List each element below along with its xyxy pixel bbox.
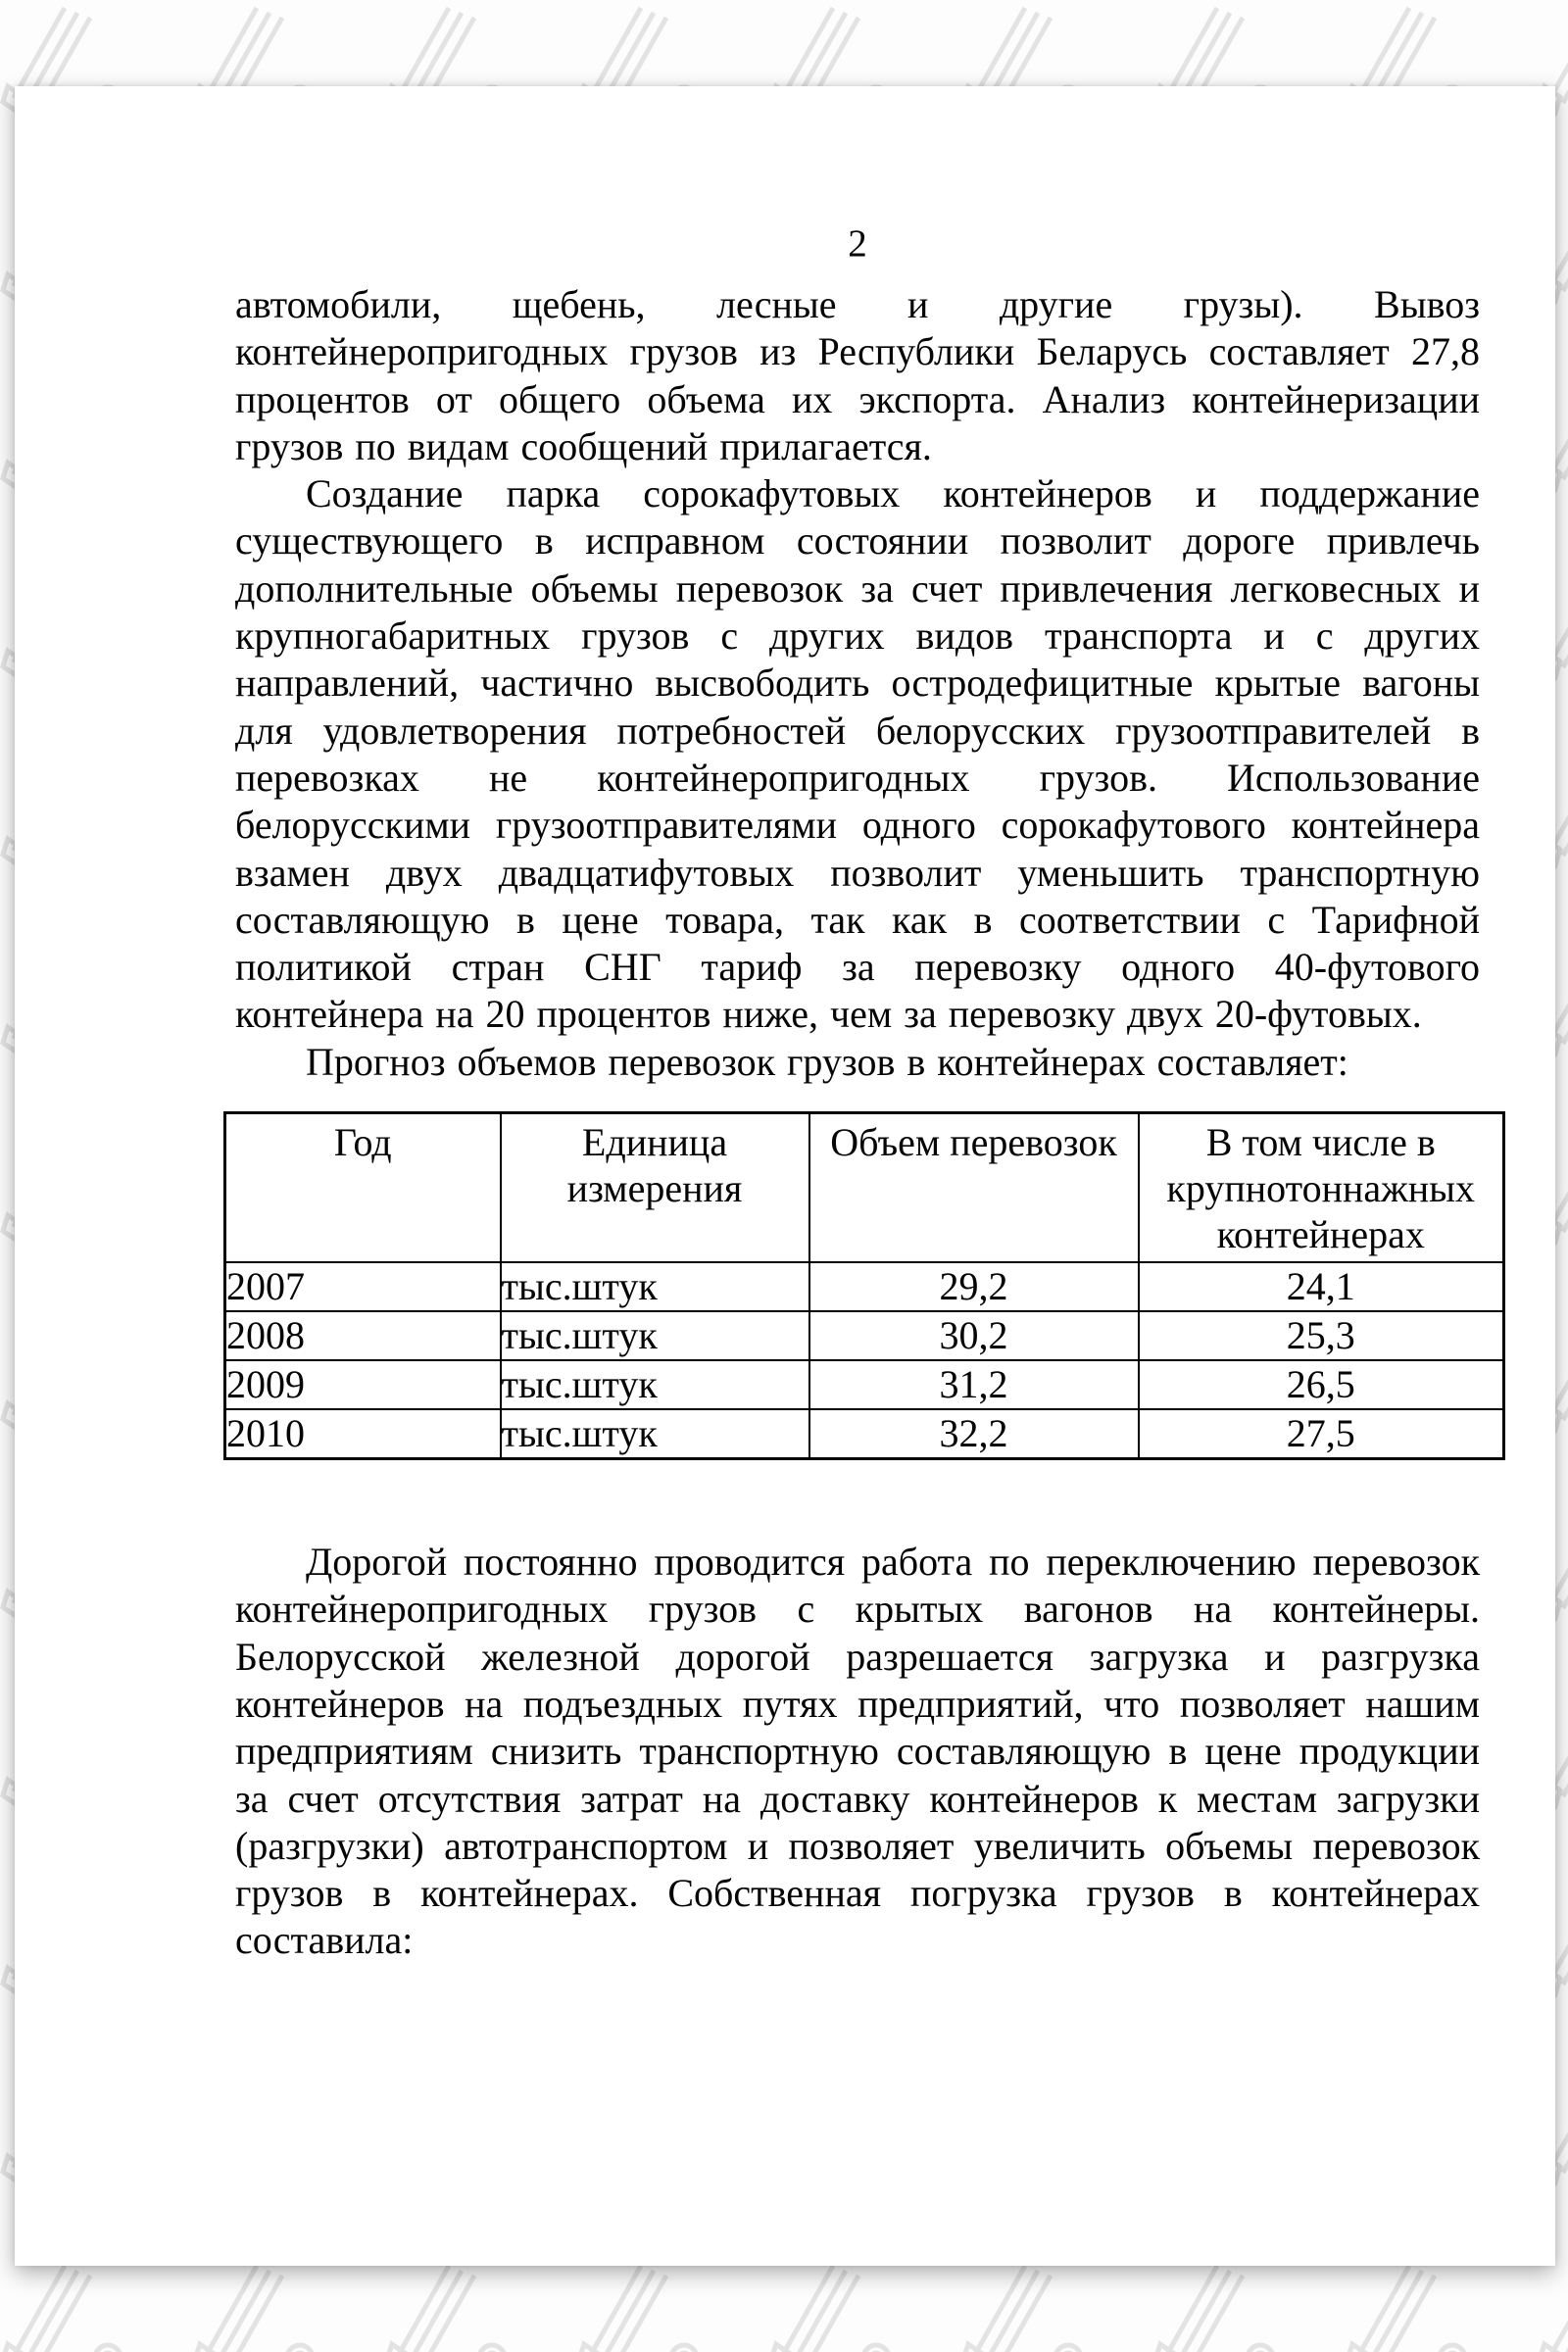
table-cell-volume: 30,2 [809, 1311, 1139, 1360]
table-cell-year: 2007 [225, 1262, 501, 1311]
document-page [15, 86, 1555, 2266]
table-row [225, 1311, 1504, 1360]
table-row [225, 1409, 1504, 1459]
table-cell-unit: тыс.штук [501, 1360, 809, 1409]
table-row [225, 1360, 1504, 1409]
table-cell-unit: тыс.штук [501, 1409, 809, 1459]
paragraph-forecast-intro: Прогноз объемов перевозок грузов в контейнерах составляет: [306, 1039, 1348, 1084]
table-cell-year: 2010 [225, 1409, 501, 1459]
table-cell-large-tonnage: 25,3 [1139, 1311, 1504, 1360]
table-cell-large-tonnage: 27,5 [1139, 1409, 1504, 1459]
table-header-unit: Единица измерения [501, 1113, 809, 1263]
table-cell-large-tonnage: 26,5 [1139, 1360, 1504, 1409]
table-header-volume: Объем перевозок [809, 1113, 1139, 1263]
table-cell-unit: тыс.штук [501, 1311, 809, 1360]
table-cell-large-tonnage: 24,1 [1139, 1262, 1504, 1311]
page-number: 2 [848, 222, 867, 265]
table-row [225, 1262, 1504, 1311]
table-cell-volume: 31,2 [809, 1360, 1139, 1409]
paragraph-forty-foot-fleet: Создание парка сорокафутовых контейнеров и поддержание существующего в исправном состоянии позволит дороге привлечь дополнительные объемы перевозок за счет привлечения легковесных и крупногабаритных грузов с других видов транспорта и с других направлений, частично высвободить остродефицитные крытые вагоны для удовлетворения потребностей белорусских грузоотправителей в перевозках не контейнеропригодных грузов. Использование белорусскими грузоотправителями одного сорокафутового контейнера взамен двух двадцатифутовых позволит уменьшить транспортную составляющую в цене товара, так как в соответствии с Тарифной политикой стран СНГ тариф за перевозку одного 40-футового контейнера на 20 процентов ниже, чем за перевозку двух 20-футовых. [235, 471, 1480, 1037]
table-cell-year: 2009 [225, 1360, 501, 1409]
paragraph-own-loading: Дорогой постоянно проводится работа по переключению перевозок контейнеропригодных грузов с крытых вагонов на контейнеры. Белорусской железной дорогой разрешается загрузка и разгрузка контейнеров на подъездных путях предприятий, что позволяет нашим предприятиям снизить транспортную составляющую в цене продукции за счет отсутствия затрат на доставку контейнеров к местам загрузки (разгрузки) автотранспортом и позволяет увеличить объемы перевозок грузов в контейнерах. Собственная погрузка грузов в контейнерах составила: [235, 1540, 1480, 1963]
table-cell-unit: тыс.штук [501, 1262, 809, 1311]
table-header-row [225, 1113, 1504, 1263]
table-cell-year: 2008 [225, 1311, 501, 1360]
table-cell-volume: 32,2 [809, 1409, 1139, 1459]
table-header-large-tonnage: В том числе в крупнотоннажных контейнерах [1139, 1113, 1504, 1263]
table-header-year: Год [225, 1113, 501, 1263]
table-cell-volume: 29,2 [809, 1262, 1139, 1311]
forecast-table [223, 1111, 1505, 1460]
paragraph-export-share: автомобили, щебень, лесные и другие грузы). Вывоз контейнеропригодных грузов из Республики Беларусь составляет 27,8 процентов от общего объема их экспорта. Анализ контейнеризации грузов по видам сообщений прилагается. [235, 282, 1480, 468]
